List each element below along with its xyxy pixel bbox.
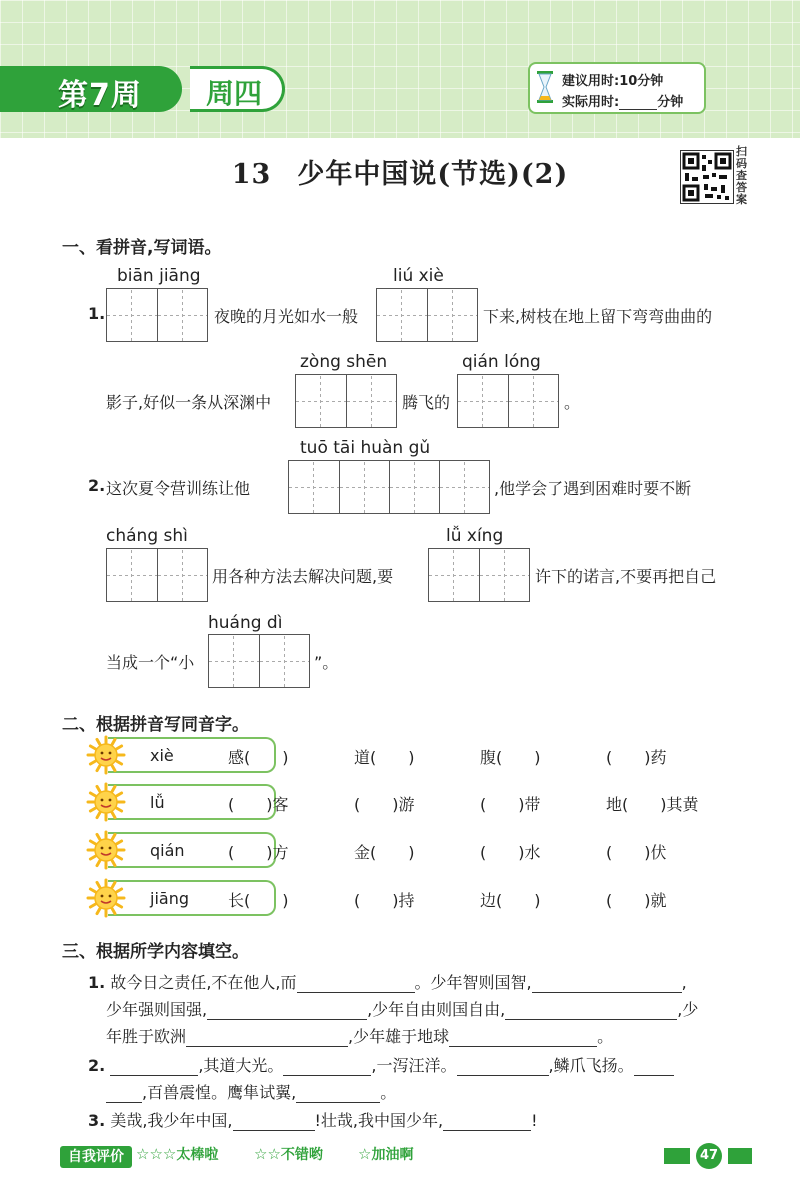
lesson-name: 少年中国说(节选)(2) <box>297 159 569 190</box>
fill-blank[interactable] <box>283 1059 371 1076</box>
answer-boxes-huangdi[interactable] <box>208 634 310 688</box>
homophone-item[interactable]: ( )就 <box>606 891 667 910</box>
answer-cell[interactable] <box>439 461 489 513</box>
answer-boxes-changshi[interactable] <box>106 548 208 602</box>
s3-q1-line3: 年胜于欧洲 ,少年雄于地球 。 <box>106 1027 614 1046</box>
q2-text-6: ”。 <box>314 653 339 672</box>
q2-text-3: 用各种方法去解决问题,要 <box>212 567 394 586</box>
pinyin-5: tuō tāi huàn gǔ <box>300 438 431 458</box>
answer-cell[interactable] <box>429 549 479 601</box>
star-icon: ☆☆☆ <box>136 1145 177 1163</box>
star-icon: ☆☆ <box>254 1145 281 1163</box>
fill-blank[interactable] <box>296 1086 380 1103</box>
week-tab <box>0 66 182 112</box>
answer-boxes-qianlong[interactable] <box>457 374 559 428</box>
fill-blank[interactable] <box>443 1114 531 1131</box>
s3-q1-line1: 1. 故今日之责任,不在他人,而 。少年智则国智, , <box>88 973 687 992</box>
q2-text-2: ,他学会了遇到困难时要不断 <box>494 479 692 498</box>
suggested-time: 建议用时:10分钟 <box>562 74 664 89</box>
answer-boxes-bianjiang[interactable] <box>106 288 208 342</box>
qr-code-icon[interactable] <box>680 150 734 204</box>
section2-heading: 二、根据拼音写同音字。 <box>62 715 249 735</box>
s3-q2-line1: 2. ,其道大光。 ,一泻汪洋。 ,鳞爪飞扬。 <box>88 1053 674 1076</box>
homophone-item[interactable]: ( )游 <box>354 795 415 814</box>
rating-option-2[interactable]: ☆☆不错哟 <box>254 1145 323 1163</box>
actual-time-input[interactable] <box>619 97 657 110</box>
answer-boxes-liuxie[interactable] <box>376 288 478 342</box>
section1-heading: 一、看拼音,写词语。 <box>62 238 222 258</box>
pinyin-6: cháng shì <box>106 526 188 546</box>
page-decoration <box>664 1148 690 1164</box>
q2-text-1: 这次夏令营训练让他 <box>106 479 251 498</box>
q1-text-3: 影子,好似一条从深渊中 <box>106 393 272 412</box>
q2-text-4: 许下的诺言,不要再把自己 <box>535 567 717 586</box>
s3-q3-line: 3. 美哉,我少年中国, !壮哉,我中国少年, ! <box>88 1111 538 1130</box>
pinyin-8: huáng dì <box>208 613 283 633</box>
fill-blank[interactable] <box>449 1030 597 1047</box>
fill-blank[interactable] <box>207 1003 367 1020</box>
pinyin-label: qián <box>150 841 185 860</box>
homophone-item[interactable]: 边( ) <box>480 891 541 910</box>
fill-blank[interactable] <box>297 976 415 993</box>
pinyin-2: liú xiè <box>393 266 444 286</box>
pinyin-4: qián lóng <box>462 352 541 372</box>
homophone-item[interactable]: 腹( ) <box>480 748 541 767</box>
answer-cell[interactable] <box>259 635 309 687</box>
homophone-item[interactable]: ( )药 <box>606 748 667 767</box>
answer-boxes-luxing[interactable] <box>428 548 530 602</box>
pinyin-label: jiāng <box>150 889 189 908</box>
answer-boxes-tuotaihuangu[interactable] <box>288 460 490 514</box>
homophone-item[interactable]: 感( ) <box>228 748 289 767</box>
homophone-item[interactable]: ( )水 <box>480 843 541 862</box>
star-icon: ☆ <box>358 1145 372 1163</box>
homophone-item[interactable]: ( )持 <box>354 891 415 910</box>
answer-cell[interactable] <box>157 289 207 341</box>
rating-option-3[interactable]: ☆加油啊 <box>358 1145 414 1163</box>
pinyin-7: lǚ xíng <box>446 526 504 546</box>
sun-icon <box>86 735 126 775</box>
actual-time <box>562 91 683 110</box>
homophone-item[interactable]: 金( ) <box>354 843 415 862</box>
time-box <box>528 62 706 114</box>
week-label: 第7周 <box>58 78 142 113</box>
actual-time-label: 实际用时: <box>562 95 620 110</box>
homophone-item[interactable]: 长( ) <box>228 891 289 910</box>
day-label: 周四 <box>206 77 263 110</box>
s3-q1-line2: 少年强则国强, ,少年自由则国自由, ,少 <box>106 1000 699 1019</box>
fill-blank[interactable] <box>505 1003 677 1020</box>
answer-cell[interactable] <box>209 635 259 687</box>
answer-cell[interactable] <box>427 289 477 341</box>
answer-cell[interactable] <box>346 375 396 427</box>
page-decoration <box>728 1148 752 1164</box>
homophone-item[interactable]: ( )方 <box>228 843 289 862</box>
pinyin-label: xiè <box>150 746 174 765</box>
fill-blank[interactable] <box>634 1059 674 1076</box>
homophone-item[interactable]: ( )带 <box>480 795 541 814</box>
sun-icon <box>86 782 126 822</box>
fill-blank[interactable] <box>106 1086 142 1103</box>
answer-boxes-zongshen[interactable] <box>295 374 397 428</box>
rating-option-1[interactable]: ☆☆☆太棒啦 <box>136 1145 219 1163</box>
sun-icon <box>86 830 126 870</box>
homophone-item[interactable]: 道( ) <box>354 748 415 767</box>
homophone-item[interactable]: ( )客 <box>228 795 289 814</box>
answer-cell[interactable] <box>339 461 389 513</box>
fill-blank[interactable] <box>110 1059 198 1076</box>
lesson-number: 13 <box>231 159 272 190</box>
hourglass-icon <box>536 70 554 104</box>
q2-number: 2. <box>88 476 106 495</box>
homophone-item[interactable]: 地( )其黄 <box>606 795 699 814</box>
self-evaluation-label: 自我评价 <box>60 1146 132 1168</box>
qr-label: 扫码查答案 <box>736 145 747 206</box>
answer-cell[interactable] <box>508 375 558 427</box>
answer-cell[interactable] <box>107 289 157 341</box>
pinyin-1: biān jiāng <box>117 266 201 286</box>
answer-cell[interactable] <box>377 289 427 341</box>
answer-cell[interactable] <box>107 549 157 601</box>
homophone-item[interactable]: ( )伏 <box>606 843 667 862</box>
fill-blank[interactable] <box>233 1114 315 1131</box>
answer-cell[interactable] <box>389 461 439 513</box>
q1-text-2: 下来,树枝在地上留下弯弯曲曲的 <box>483 307 713 326</box>
section3-heading: 三、根据所学内容填空。 <box>62 942 249 962</box>
answer-cell[interactable] <box>296 375 346 427</box>
answer-cell[interactable] <box>289 461 339 513</box>
q1-text-1: 夜晚的月光如水一般 <box>214 307 359 326</box>
fill-blank[interactable] <box>186 1030 348 1047</box>
day-tab <box>190 66 285 112</box>
q1-text-5: 。 <box>564 393 581 412</box>
q2-text-5: 当成一个“小 <box>106 653 195 672</box>
fill-blank[interactable] <box>532 976 682 993</box>
sun-icon <box>86 878 126 918</box>
q1-text-4: 腾飞的 <box>402 393 451 412</box>
q1-number: 1. <box>88 304 106 323</box>
answer-cell[interactable] <box>458 375 508 427</box>
answer-cell[interactable] <box>157 549 207 601</box>
page-number <box>664 1143 754 1169</box>
page-number-badge: 47 <box>696 1143 722 1169</box>
actual-time-unit: 分钟 <box>657 95 684 110</box>
pinyin-3: zòng shēn <box>300 352 388 372</box>
answer-cell[interactable] <box>479 549 529 601</box>
pinyin-label: lǚ <box>150 793 165 812</box>
s3-q2-line2: ,百兽震惶。鹰隼试翼, 。 <box>106 1080 396 1103</box>
fill-blank[interactable] <box>457 1059 549 1076</box>
